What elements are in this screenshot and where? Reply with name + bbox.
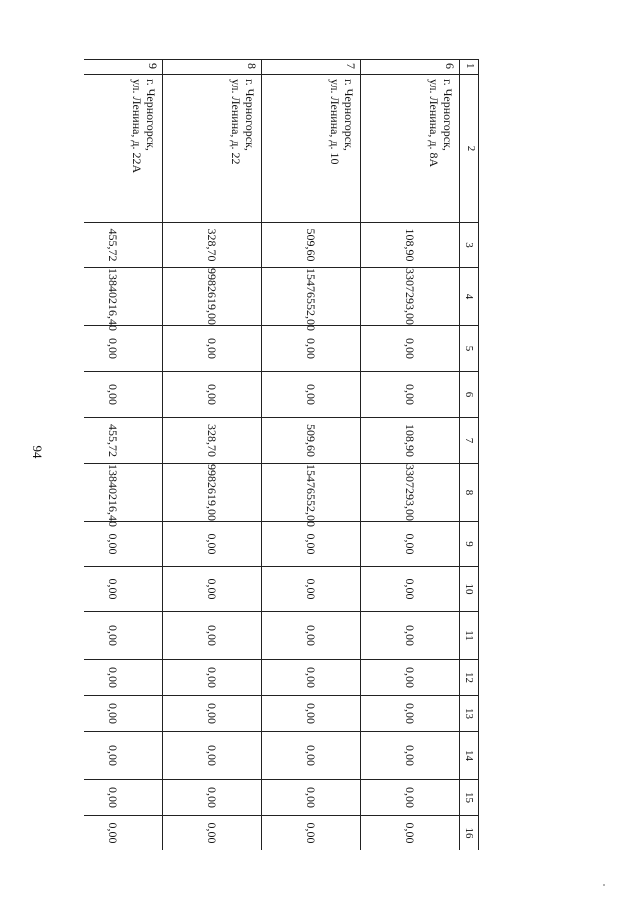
value-cell: 0,00 [361,732,460,780]
value-cell: 0,00 [163,780,262,816]
header-cell: 3 [460,223,479,268]
rotated-table-frame [84,59,479,850]
value-cell: 0,00 [84,522,163,567]
value-cell: 3307293,00 [361,464,460,522]
scan-speck [603,884,605,886]
value-cell: 0,00 [84,660,163,696]
value-cell: 328,70 [163,223,262,268]
value-cell: 0,00 [84,326,163,372]
table-row [84,60,163,851]
header-cell: 12 [460,660,479,696]
address-line-street: ул. Ленина, д. 22 [229,79,243,165]
value-cell: 13840216,40 [84,268,163,326]
header-cell: 11 [460,612,479,660]
address-line-city: г. Черногорск, [441,79,455,151]
value-cell: 0,00 [262,612,361,660]
value-cell: 15476552,00 [262,464,361,522]
value-cell: 0,00 [163,372,262,418]
address-line-city: г. Черногорск, [144,79,158,151]
address-line-city: г. Черногорск, [342,79,356,151]
header-cell: 13 [460,696,479,732]
value-cell: 509,60 [262,418,361,464]
value-cell: 0,00 [84,732,163,780]
value-cell: 0,00 [84,780,163,816]
header-cell: 4 [460,268,479,326]
value-cell: 509,60 [262,223,361,268]
address-cell [84,75,163,223]
value-cell: 0,00 [262,326,361,372]
address-cell [163,75,262,223]
value-cell: 0,00 [262,522,361,567]
rotated-table-container [84,59,479,850]
header-cell: 6 [460,372,479,418]
address-line-street: ул. Ленина, д. 22А [130,79,144,174]
table-row [163,60,262,851]
value-cell: 0,00 [163,696,262,732]
header-cell: 9 [460,522,479,567]
value-cell: 0,00 [361,567,460,612]
row-number: 6 [361,60,460,75]
table-row [361,60,460,851]
value-cell: 0,00 [262,660,361,696]
value-cell: 0,00 [163,612,262,660]
value-cell: 0,00 [262,732,361,780]
value-cell: 0,00 [361,372,460,418]
value-cell: 0,00 [262,780,361,816]
value-cell: 0,00 [163,326,262,372]
data-table [84,59,479,850]
value-cell: 0,00 [361,660,460,696]
value-cell: 9982619,00 [163,464,262,522]
row-number: 9 [84,60,163,75]
value-cell: 0,00 [262,567,361,612]
value-cell: 0,00 [84,696,163,732]
value-cell: 0,00 [262,696,361,732]
table-header-row [460,60,479,851]
address-line-city: г. Черногорск, [243,79,257,151]
address-line-street: ул. Ленина, д. 8А [427,79,441,168]
value-cell: 0,00 [84,612,163,660]
address-cell [361,75,460,223]
value-cell: 0,00 [361,780,460,816]
header-cell: 15 [460,780,479,816]
value-cell: 0,00 [163,567,262,612]
value-cell: 0,00 [163,816,262,851]
value-cell: 0,00 [163,660,262,696]
row-number: 7 [262,60,361,75]
header-cell: 5 [460,326,479,372]
row-number: 8 [163,60,262,75]
value-cell: 0,00 [361,612,460,660]
value-cell: 108,90 [361,418,460,464]
value-cell: 9982619,00 [163,268,262,326]
value-cell: 0,00 [361,326,460,372]
value-cell: 0,00 [84,816,163,851]
header-cell: 10 [460,567,479,612]
address-line-street: ул. Ленина, д. 10 [328,79,342,165]
value-cell: 0,00 [361,816,460,851]
value-cell: 0,00 [262,372,361,418]
value-cell: 0,00 [361,696,460,732]
value-cell: 328,70 [163,418,262,464]
table-row [262,60,361,851]
page-number: 94 [30,445,45,459]
header-cell: 7 [460,418,479,464]
value-cell: 0,00 [163,522,262,567]
value-cell: 0,00 [84,372,163,418]
value-cell: 13840216,40 [84,464,163,522]
value-cell: 455,72 [84,223,163,268]
value-cell: 0,00 [84,567,163,612]
header-cell: 1 [460,60,479,75]
header-cell: 8 [460,464,479,522]
value-cell: 0,00 [163,732,262,780]
value-cell: 15476552,00 [262,268,361,326]
header-cell: 16 [460,816,479,851]
value-cell: 0,00 [361,522,460,567]
header-cell: 14 [460,732,479,780]
value-cell: 455,72 [84,418,163,464]
address-cell [262,75,361,223]
header-cell: 2 [460,75,479,223]
value-cell: 0,00 [262,816,361,851]
value-cell: 3307293,00 [361,268,460,326]
value-cell: 108,90 [361,223,460,268]
